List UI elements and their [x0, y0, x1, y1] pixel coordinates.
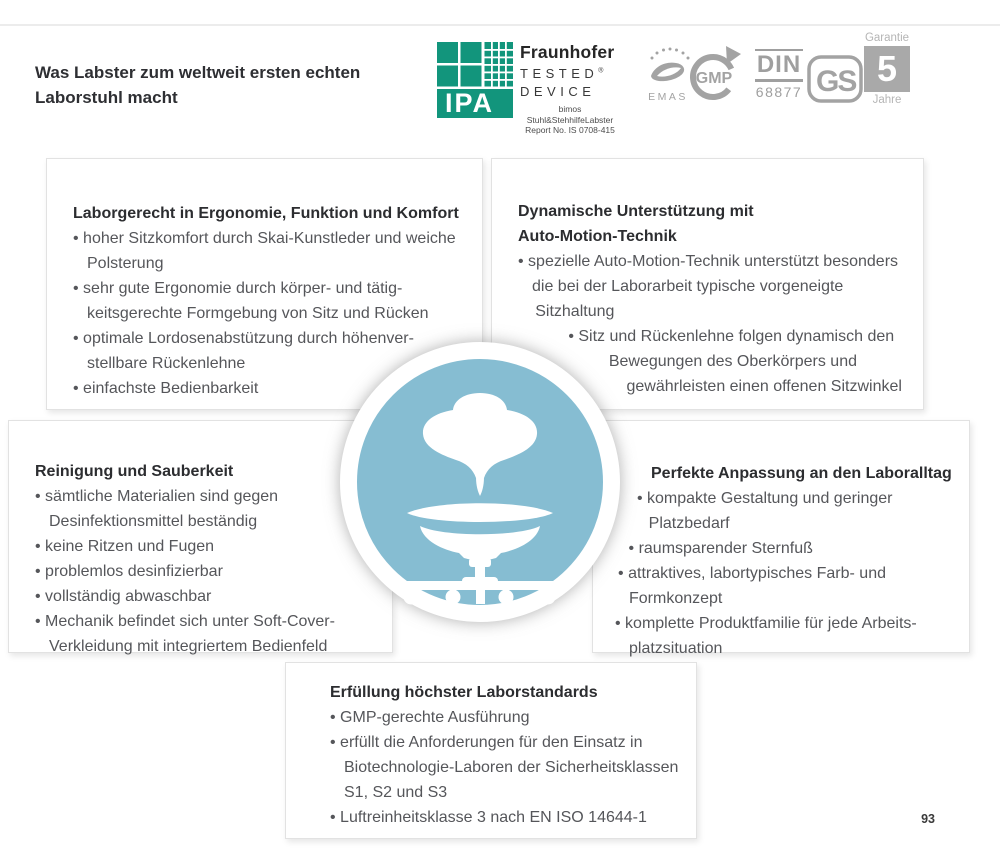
bullet-list — [35, 484, 378, 659]
bullet-item: • optimale Lordosenabstützung durch höhenverstellbare Rückenlehne — [73, 326, 464, 376]
bimos-label: bimos — [558, 104, 582, 114]
fraunhofer-tested-device-label — [520, 42, 620, 136]
registered-mark: ® — [598, 67, 604, 75]
tested-label: TESTED® — [520, 66, 604, 81]
box-title: Laborgerecht in Ergonomie, Funktion und Komfort — [73, 205, 459, 222]
garantie-label: Garantie — [864, 32, 910, 44]
bullet-item: • sämtliche Materialien sind gegen Desinfektionsmittel beständig — [35, 484, 378, 534]
feature-box-laborstandards — [285, 662, 697, 839]
page-number: 93 — [921, 812, 935, 826]
box-title: Reinigung und Sauberkeit — [35, 463, 234, 480]
din-label: DIN — [755, 49, 803, 82]
bullet-list — [330, 705, 680, 830]
bullet-item: • einfachste Bedienbarkeit — [73, 376, 464, 401]
bullet-item: • erfüllt die Anforderungen für den Einsatz in Biotechnologie-Laboren der Sicherheitsklassen S1, S2 und S3 — [330, 730, 680, 805]
bullet-item: • Mechanik befindet sich unter Soft-Cover-Verkleidung mit integriertem Bedienfeld — [35, 609, 378, 659]
device-label: DEVICE — [520, 84, 596, 99]
ipa-grid-icon — [437, 42, 513, 118]
product-label: Stuhl&StehhilfeLabster — [526, 114, 614, 125]
gs-logo — [806, 54, 864, 109]
din-68877-logo — [755, 49, 805, 100]
bullet-item: • hoher Sitzkomfort durch Skai-Kunstleder und weiche Polsterung — [73, 226, 464, 276]
fraunhofer-name: Fraunhofer — [520, 42, 615, 62]
emas-label: EMAS — [648, 91, 688, 103]
bullet-item: • spezielle Auto-Motion-Technik unterstützt besonders die bei der Laborarbeit typische vorgeneigte Sitzhaltung — [518, 249, 907, 324]
bullet-item: • kompakte Gestaltung und geringer Platzbedarf — [615, 486, 955, 536]
bullet-item: • komplette Produktfamilie für jede Arbeitsplatzsituation — [615, 611, 955, 661]
jahre-label: Jahre — [872, 94, 902, 106]
gmp-logo — [683, 43, 747, 110]
ipa-label: IPA — [445, 88, 495, 118]
bullet-item: • keine Ritzen und Fugen — [35, 534, 378, 559]
box-title: Perfekte Anpassung an den Laboralltag — [651, 465, 952, 482]
gs-icon — [806, 54, 864, 104]
fraunhofer-ipa-logo — [437, 42, 513, 118]
page-title: Was Labster zum weltweit ersten echten Laborstuhl macht — [35, 63, 361, 107]
bullet-item: • attraktives, labortypisches Farb- und Formkonzept — [615, 561, 955, 611]
bullet-item: • Sitz und Rückenlehne folgen dynamisch den Bewegungen des Oberkörpers und gewährleisten einen offenen Sitzwinkel — [518, 324, 907, 399]
din-number: 68877 — [755, 84, 803, 100]
garantie-5-jahre-badge — [860, 32, 914, 106]
bullet-item: • sehr gute Ergonomie durch körper- und tätigkeitsgerechte Formgebung von Sitz und Rücken — [73, 276, 464, 326]
report-number: Report No. IS 0708-415 — [525, 125, 615, 135]
feature-box-reinigung — [8, 420, 393, 653]
gmp-label: GMP — [695, 70, 733, 87]
page-edge-line — [0, 24, 1000, 26]
chair-circle-illustration — [340, 342, 620, 622]
bullet-item: • vollständig abwaschbar — [35, 584, 378, 609]
bullet-item: • Luftreinheitsklasse 3 nach EN ISO 14644-1 — [330, 805, 680, 830]
box-title: Erfüllung höchster Laborstandards — [330, 684, 598, 701]
gs-label: GS — [816, 65, 856, 98]
feature-box-anpassung — [592, 420, 970, 657]
gmp-arrow-icon — [683, 43, 747, 105]
bullet-item: • problemlos desinfizierbar — [35, 559, 378, 584]
bullet-item: • GMP-gerechte Ausführung — [330, 705, 680, 730]
bullet-list — [615, 486, 955, 661]
box-title: Dynamische Unterstützung mit Auto-Motion-Technik — [518, 203, 754, 245]
garantie-years-number: 5 — [876, 48, 898, 89]
bullet-item: • raumsparender Sternfuß — [615, 536, 955, 561]
lab-chair-icon — [357, 359, 603, 605]
garantie-square-icon — [864, 46, 910, 92]
